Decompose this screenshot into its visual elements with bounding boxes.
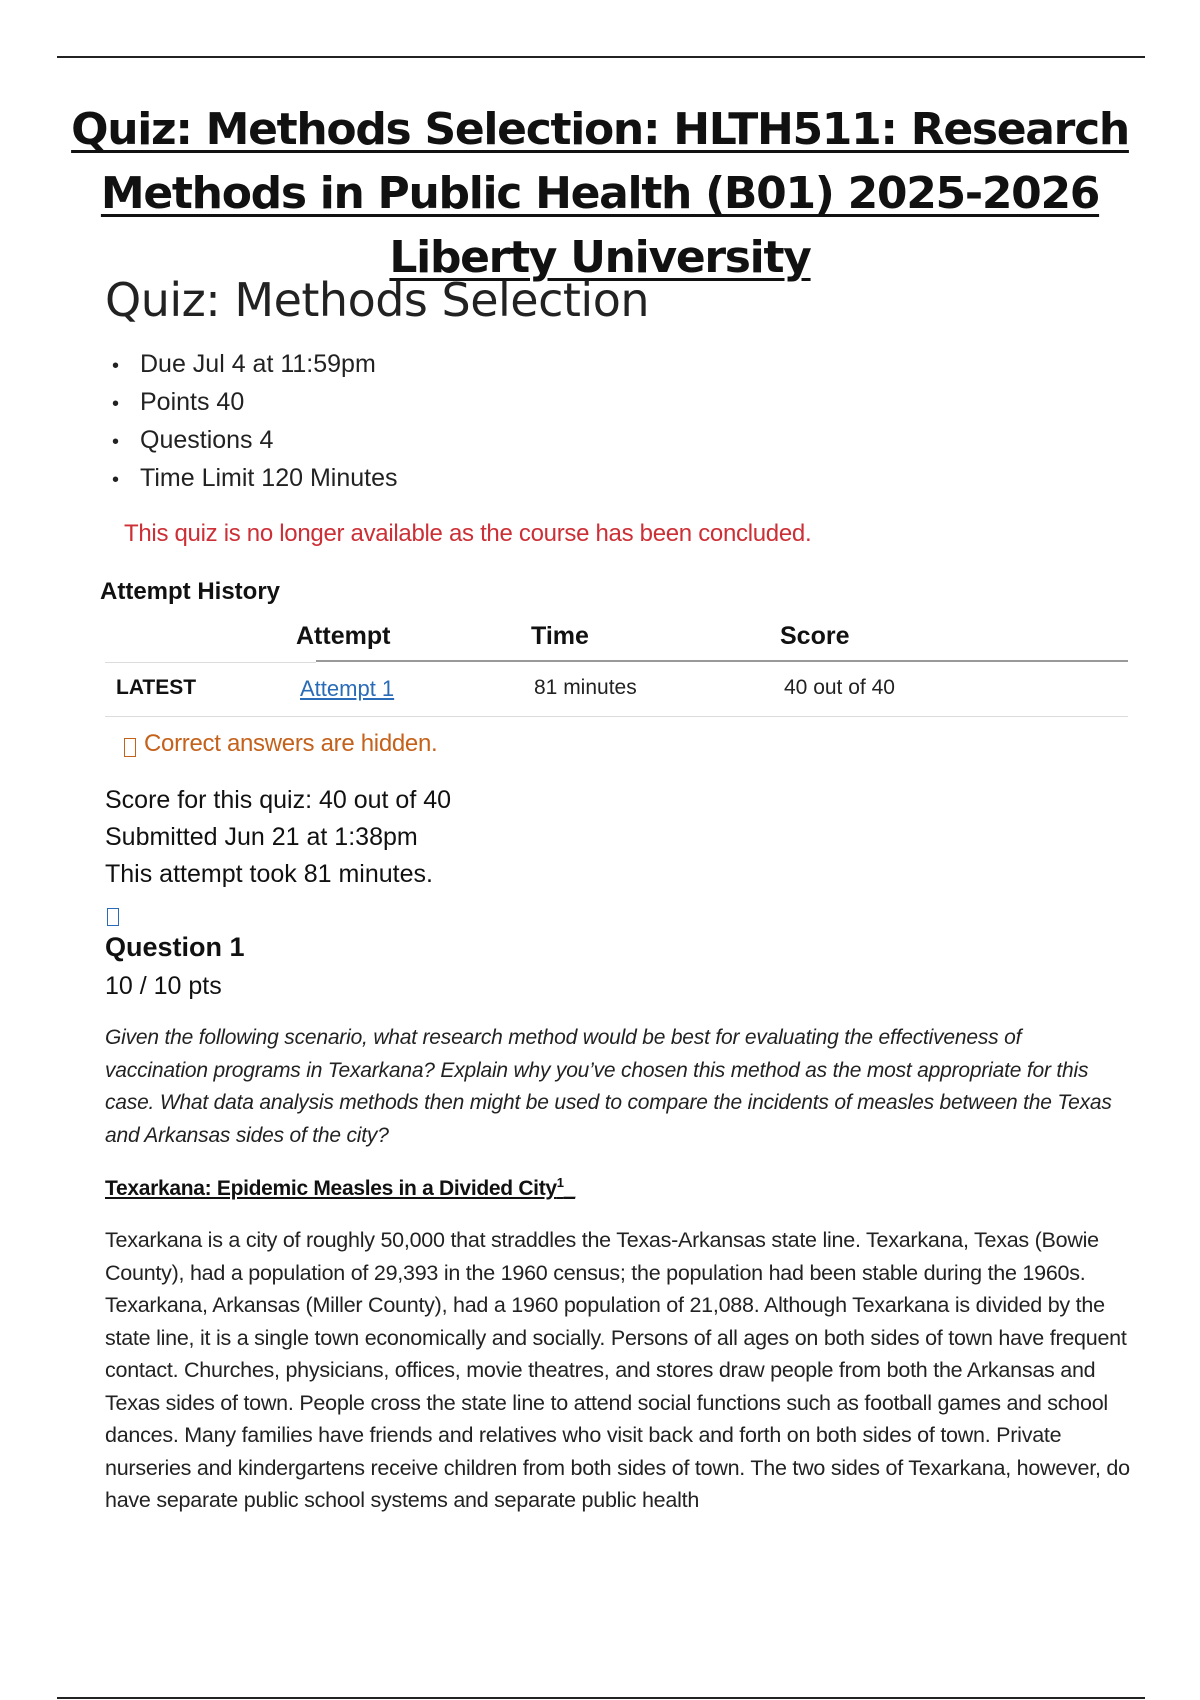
latest-tag: LATEST <box>116 676 197 699</box>
attempt-history-label: Attempt History <box>100 578 281 605</box>
document-title: Quiz: Methods Selection: HLTH511: Research Methods in Public Health (B01) 2025-2026 Liberty University <box>71 104 1129 283</box>
detail-points: • Points 40 <box>112 384 398 422</box>
attempt-score: 40 out of 40 <box>784 676 895 699</box>
bullet-icon: • <box>112 355 120 377</box>
flag-question-icon[interactable] <box>107 908 119 926</box>
question-prompt: Given the following scenario, what research method would be best for evaluating the effectiveness of vaccination programs in Texarkana? Explain why you’ve chosen this method as the most appropriate for this case. What data analysis methods then might be used to compare the incidents of measles between the Texas and Arkansas sides of the city? <box>105 1026 1112 1147</box>
info-icon <box>124 738 136 757</box>
score-summary <box>105 782 451 893</box>
case-study-body: Texarkana is a city of roughly 50,000 that straddles the Texas-Arkansas state line. Texarkana, Texas (Bowie County), had a population of 29,393 in the 1960 census; the population had been stable during the 1960s. Texarkana, Arkansas (Miller County), had a 1960 population of 21,088. Although Texarkana is divided by the state line, it is a single town economically and socially. Persons of all ages on both sides of town have frequent contact. Churches, physicians, offices, movie theatres, and stores draw people from both the Arkansas and Texas sides of town. People cross the state line to attend social functions such as football games and school dances. Many families have friends and relatives who visit back and forth on both sides of town. Private nurseries and kindergartens receive children from both sides of town. The two sides of Texarkana, however, do have separate public school systems and separate public health <box>105 1228 1130 1512</box>
question-title: Question 1 <box>105 932 245 962</box>
detail-due: • Due Jul 4 at 11:59pm <box>112 346 398 384</box>
score-line: Score for this quiz: 40 out of 40 <box>105 786 452 814</box>
bullet-icon: • <box>112 469 120 491</box>
table-row <box>105 662 1128 717</box>
submitted-line: Submitted Jun 21 at 1:38pm <box>105 823 418 851</box>
answers-hidden-note: Correct answers are hidden. <box>124 730 437 758</box>
case-study-title: Texarkana: Epidemic Measles in a Divided City$^1$_ <box>105 1175 576 1200</box>
bottom-rule <box>57 1697 1145 1699</box>
footnote-marker: 1 <box>556 1175 564 1190</box>
row-divider <box>105 662 316 663</box>
column-header-attempt: Attempt <box>296 622 391 650</box>
quiz-details-list <box>112 346 398 498</box>
column-header-score: Score <box>780 622 850 650</box>
question-points: 10 / 10 pts <box>105 972 222 1000</box>
attempt-history-table <box>105 616 1128 717</box>
course-concluded-notice: This quiz is no longer available as the course has been concluded. <box>124 520 812 547</box>
bullet-icon: • <box>112 393 120 415</box>
column-header-time: Time <box>531 622 589 650</box>
attempt-link[interactable]: Attempt 1 <box>300 676 395 701</box>
top-rule <box>57 56 1145 58</box>
bullet-icon: • <box>112 431 120 453</box>
detail-questions: • Questions 4 <box>112 422 398 460</box>
detail-time-limit: • Time Limit 120 Minutes <box>112 460 398 498</box>
table-header <box>105 616 1128 662</box>
quiz-heading: Quiz: Methods Selection <box>105 273 650 327</box>
attempt-time: 81 minutes <box>534 676 637 699</box>
duration-line: This attempt took 81 minutes. <box>105 860 433 888</box>
